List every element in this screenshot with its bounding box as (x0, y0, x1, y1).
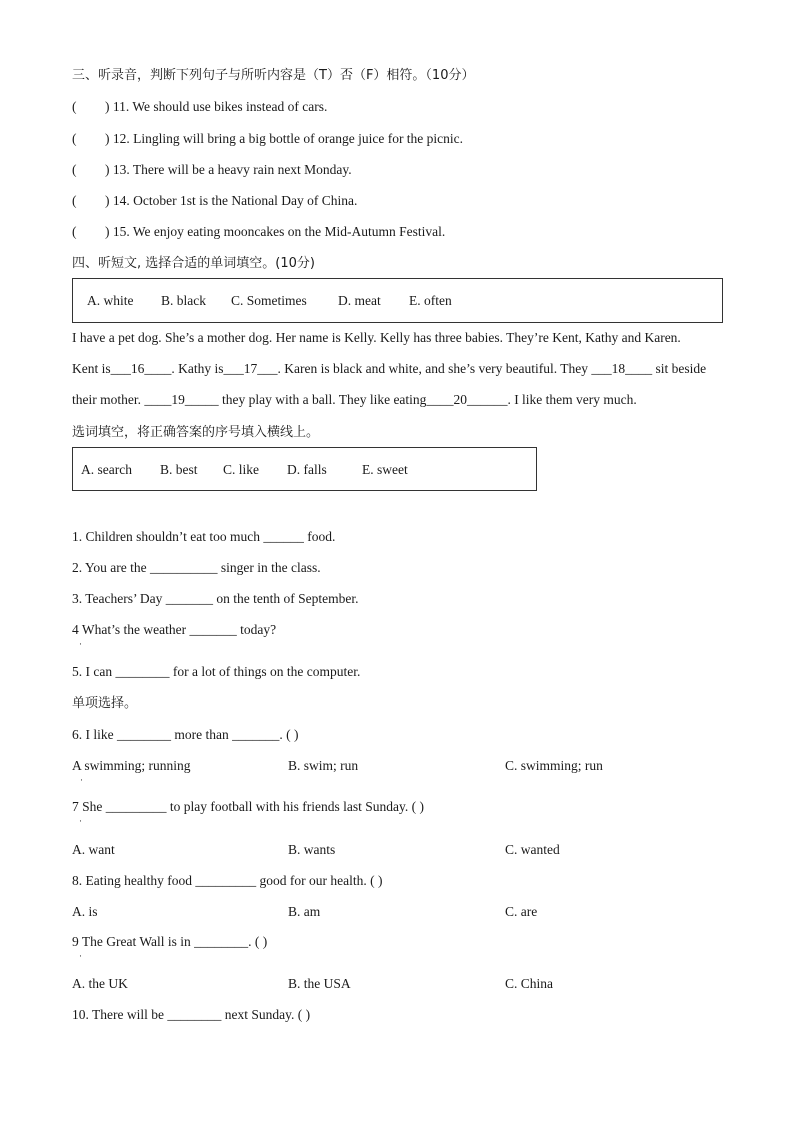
blank-20: ____20______ (426, 392, 508, 407)
section4-heading: 四、听短文, 选择合适的单词填空。(10分) (72, 256, 315, 271)
word-option: B. black (161, 293, 206, 308)
vocab-option: B. best (160, 462, 198, 477)
vocab-bank-box (72, 447, 537, 491)
tf-close: ) (105, 224, 110, 239)
question-10: 10. There will be ________ next Sunday. ( ) (72, 1007, 311, 1022)
tf-paren: ( (72, 193, 77, 208)
passage-text: sit beside (655, 361, 707, 376)
option-c: C. are (505, 904, 538, 919)
word-option: A. white (87, 293, 134, 308)
vocab-item-4: 4 What’s the weather _______ today? (72, 622, 277, 637)
punct-mark: · (79, 951, 82, 961)
option-b: B. the USA (288, 976, 351, 991)
tf-text: 11. We should use bikes instead of cars. (112, 99, 328, 114)
option-a: A. is (72, 904, 98, 919)
vocab-heading: 选词填空，将正确答案的序号填入横线上。 (72, 425, 320, 440)
word-option: C. Sometimes (231, 293, 307, 308)
tf-text: 13. There will be a heavy rain next Monday. (112, 162, 352, 177)
blank-19: ____19_____ (144, 392, 219, 407)
passage-text: Kent is (72, 361, 111, 376)
tf-item-12 (72, 131, 463, 147)
passage-line (72, 392, 637, 408)
tf-text: 12. Lingling will bring a big bottle of orange juice for the picnic. (112, 131, 464, 146)
passage-text: they play with a ball. They like eating (221, 392, 427, 407)
option-b: B. wants (288, 842, 336, 857)
passage-text: . Karen is black and white, and she’s very beautiful. They (277, 361, 589, 376)
option-a: A. want (72, 842, 115, 857)
blank-18: ___18____ (591, 361, 653, 376)
question-7: 7 She _________ to play football with his friends last Sunday. ( ) (72, 799, 424, 814)
section3-heading: 三、听录音，判断下列句子与所听内容是（T）否（F）相符。（10分） (72, 68, 475, 83)
question-6: 6. I like ________ more than _______. ( ) (72, 727, 299, 742)
word-option: E. often (409, 293, 452, 308)
passage-text: . Kathy is (171, 361, 224, 376)
choice-heading: 单项选择。 (72, 696, 138, 711)
vocab-option: A. search (81, 462, 132, 477)
option-a: A. the UK (72, 976, 128, 991)
question-8: 8. Eating healthy food _________ good for our health. ( ) (72, 873, 383, 888)
tf-close: ) (105, 99, 110, 114)
passage-line: I have a pet dog. She’s a mother dog. Her name is Kelly. Kelly has three babies. They’re Kent, Kathy and Karen. (72, 330, 681, 345)
tf-item-13 (72, 162, 352, 178)
vocab-item-1: 1. Children shouldn’t eat too much ______ food. (72, 529, 336, 544)
word-option: D. meat (338, 293, 381, 308)
tf-paren: ( (72, 99, 77, 114)
tf-close: ) (105, 162, 110, 177)
passage-line (72, 361, 706, 377)
option-c: C. wanted (505, 842, 560, 857)
tf-text: 15. We enjoy eating mooncakes on the Mid-Autumn Festival. (112, 224, 446, 239)
option-b: B. swim; run (288, 758, 359, 773)
vocab-option: E. sweet (362, 462, 408, 477)
vocab-item-5: 5. I can ________ for a lot of things on the computer. (72, 664, 361, 679)
tf-close: ) (105, 193, 110, 208)
passage-text: their mother. (72, 392, 141, 407)
vocab-option: C. like (223, 462, 259, 477)
passage-text: . I like them very much. (507, 392, 637, 407)
punct-mark: · (80, 775, 83, 785)
tf-paren: ( (72, 224, 77, 239)
vocab-item-2: 2. You are the __________ singer in the class. (72, 560, 321, 575)
tf-item-15 (72, 224, 445, 240)
option-b: B. am (288, 904, 321, 919)
punct-mark: · (79, 639, 82, 649)
tf-text: 14. October 1st is the National Day of China. (112, 193, 358, 208)
option-c: C. swimming; run (505, 758, 603, 773)
vocab-option: D. falls (287, 462, 327, 477)
tf-close: ) (105, 131, 110, 146)
blank-16: ___16____ (110, 361, 172, 376)
blank-17: ___17___ (223, 361, 278, 376)
tf-paren: ( (72, 162, 77, 177)
question-9: 9 The Great Wall is in ________. ( ) (72, 934, 268, 949)
option-c: C. China (505, 976, 554, 991)
tf-item-14 (72, 193, 357, 209)
tf-paren: ( (72, 131, 77, 146)
word-bank-box (72, 278, 723, 323)
option-a: A swimming; running (72, 758, 191, 773)
tf-item-11 (72, 99, 327, 115)
vocab-item-3: 3. Teachers’ Day _______ on the tenth of September. (72, 591, 359, 606)
punct-mark: · (79, 816, 82, 826)
